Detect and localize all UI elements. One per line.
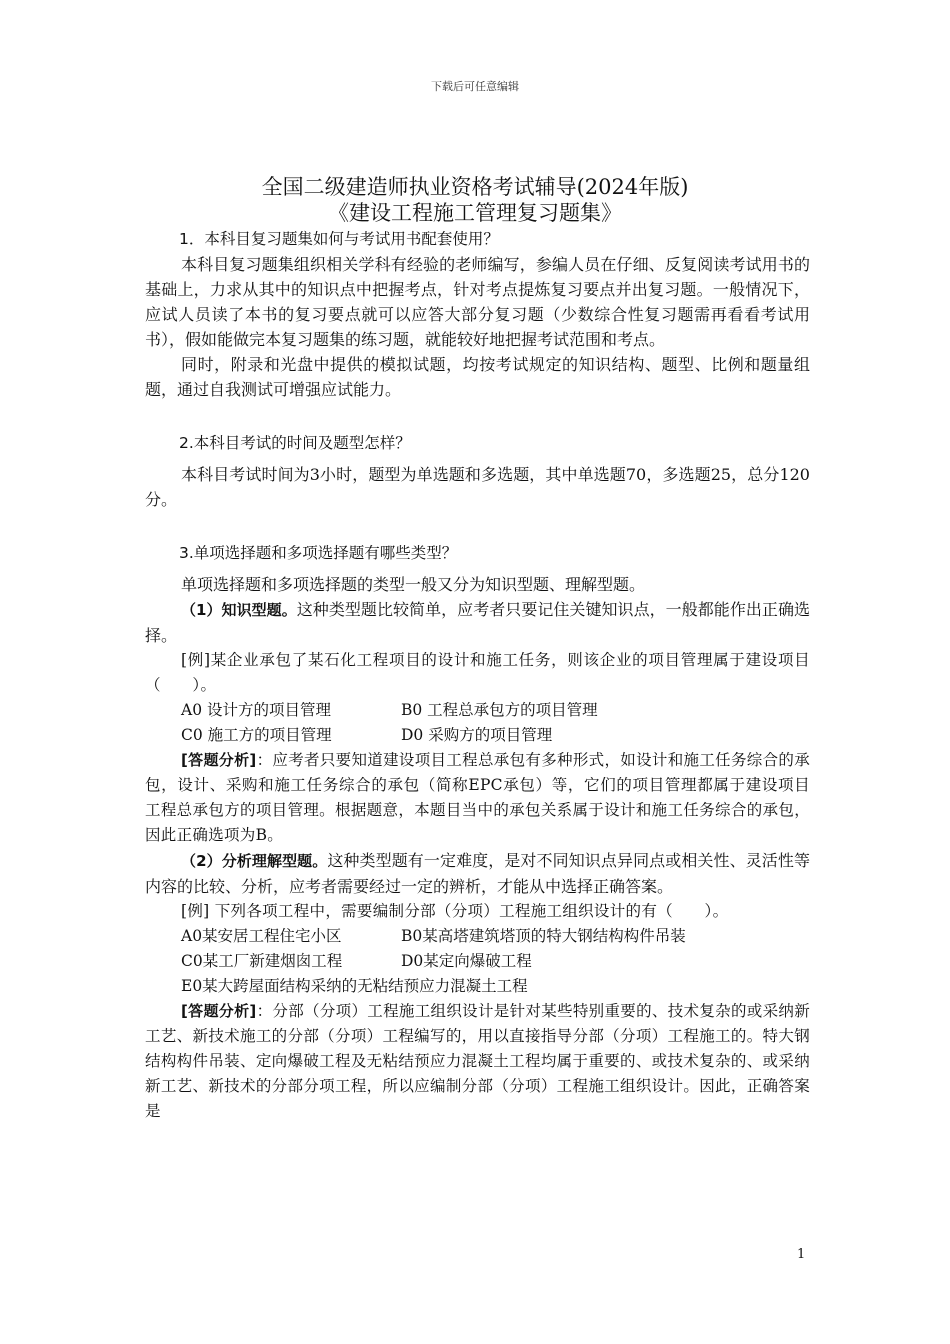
- option-d: D0某定向爆破工程: [401, 952, 532, 970]
- option-b: B0 工程总承包方的项目管理: [401, 701, 598, 719]
- paragraph-text: ：应考者只要知道建设项目工程总承包有多种形式，如设计和施工任务综合的承包，设计、采购和施工任务综合的承包（简称EPC承包）等，它们的项目管理都属于建设项目工程总承包方的项目管理。根据题意，本题目当中的承包关系属于设计和施工任务综合的承包，因此正确选项为B。: [145, 751, 810, 844]
- bold-label: [答题分析]: [181, 1002, 257, 1020]
- example-question: [例] 下列各项工程中，需要编制分部（分项）工程施工组织设计的有（ ）。: [181, 902, 729, 920]
- option-row: [145, 723, 810, 748]
- option-d: D0 采购方的项目管理: [401, 726, 553, 744]
- option-c: C0某工厂新建烟囱工程: [181, 952, 343, 970]
- option-a: A0 设计方的项目管理: [181, 701, 331, 719]
- paragraph: 同时，附录和光盘中提供的模拟试题，均按考试规定的知识结构、题型、比例和题量组题，通过自我测试可增强应试能力。: [145, 355, 810, 399]
- section-heading-3: 3.单项选择题和多项选择题有哪些类型？: [179, 544, 458, 562]
- document-subtitle: 《建设工程施工管理复习题集》: [328, 201, 622, 225]
- paragraph: 本科目复习题集组织相关学科有经验的老师编写，参编人员在仔细、反复阅读考试用书的基础上，力求从其中的知识点中把握考点，针对考点提炼复习要点并出复习题。一般情况下，应试人员读了本书的复习要点就可以应答大部分复习题（少数综合性复习题需再看看考试用书），假如能做完本复习题集的练习题，就能较好地把握考试范围和考点。: [145, 255, 810, 349]
- document-body: [145, 226, 810, 1124]
- bold-label: [答题分析]: [181, 751, 257, 769]
- document-title: 全国二级建造师执业资格考试辅导(2024年版): [261, 175, 689, 199]
- page-header: 下载后可任意编辑: [431, 80, 519, 93]
- paragraph: [145, 597, 810, 648]
- paragraph: [145, 848, 810, 899]
- section-heading-2: 2.本科目考试的时间及题型怎样？: [179, 434, 411, 452]
- bold-label: （2）分析理解型题。: [181, 852, 328, 870]
- bold-label: （1）知识型题。: [181, 601, 297, 619]
- paragraph-text: 这种类型题有一定难度，是对不同知识点异同点或相关性、灵活性等内容的比较、分析，应考者需要经过一定的辨析，才能从中选择正确答案。: [145, 851, 810, 896]
- paragraph-text: 这种类型题比较简单，应考者只要记住关键知识点，一般都能作出正确选择。: [145, 600, 810, 645]
- example-question: [例]某企业承包了某石化工程项目的设计和施工任务，则该企业的项目管理属于建设项目（ ）。: [145, 651, 810, 694]
- option-c: C0 施工方的项目管理: [181, 726, 332, 744]
- option-e: E0某大跨屋面结构采纳的无粘结预应力混凝土工程: [181, 977, 528, 995]
- paragraph: 本科目考试时间为3小时，题型为单选题和多选题，其中单选题70，多选题25，总分120分。: [145, 465, 810, 509]
- answer-analysis: [145, 999, 810, 1124]
- option-row: [145, 698, 810, 723]
- page-number: 1: [797, 1247, 806, 1262]
- paragraph: 单项选择题和多项选择题的类型一般又分为知识型题、理解型题。: [181, 575, 646, 594]
- option-a: A0某安居工程住宅小区: [181, 927, 342, 945]
- section-heading-1: 1．本科目复习题集如何与考试用书配套使用？: [179, 230, 499, 248]
- answer-analysis: [145, 748, 810, 848]
- option-b: B0某高塔建筑塔顶的特大钢结构构件吊装: [401, 927, 686, 945]
- paragraph-text: ：分部（分项）工程施工组织设计是针对某些特别重要的、技术复杂的或采纳新工艺、新技术施工的分部（分项）工程编写的，用以直接指导分部（分项）工程施工的。特大钢结构构件吊装、定向爆破工程及无粘结预应力混凝土工程均属于重要的、或技术复杂的、或采纳新工艺、新技术的分部分项工程，所以应编制分部（分项）工程施工组织设计。因此，正确答案是: [145, 1002, 810, 1120]
- option-row: [145, 949, 810, 974]
- option-row: [145, 924, 810, 949]
